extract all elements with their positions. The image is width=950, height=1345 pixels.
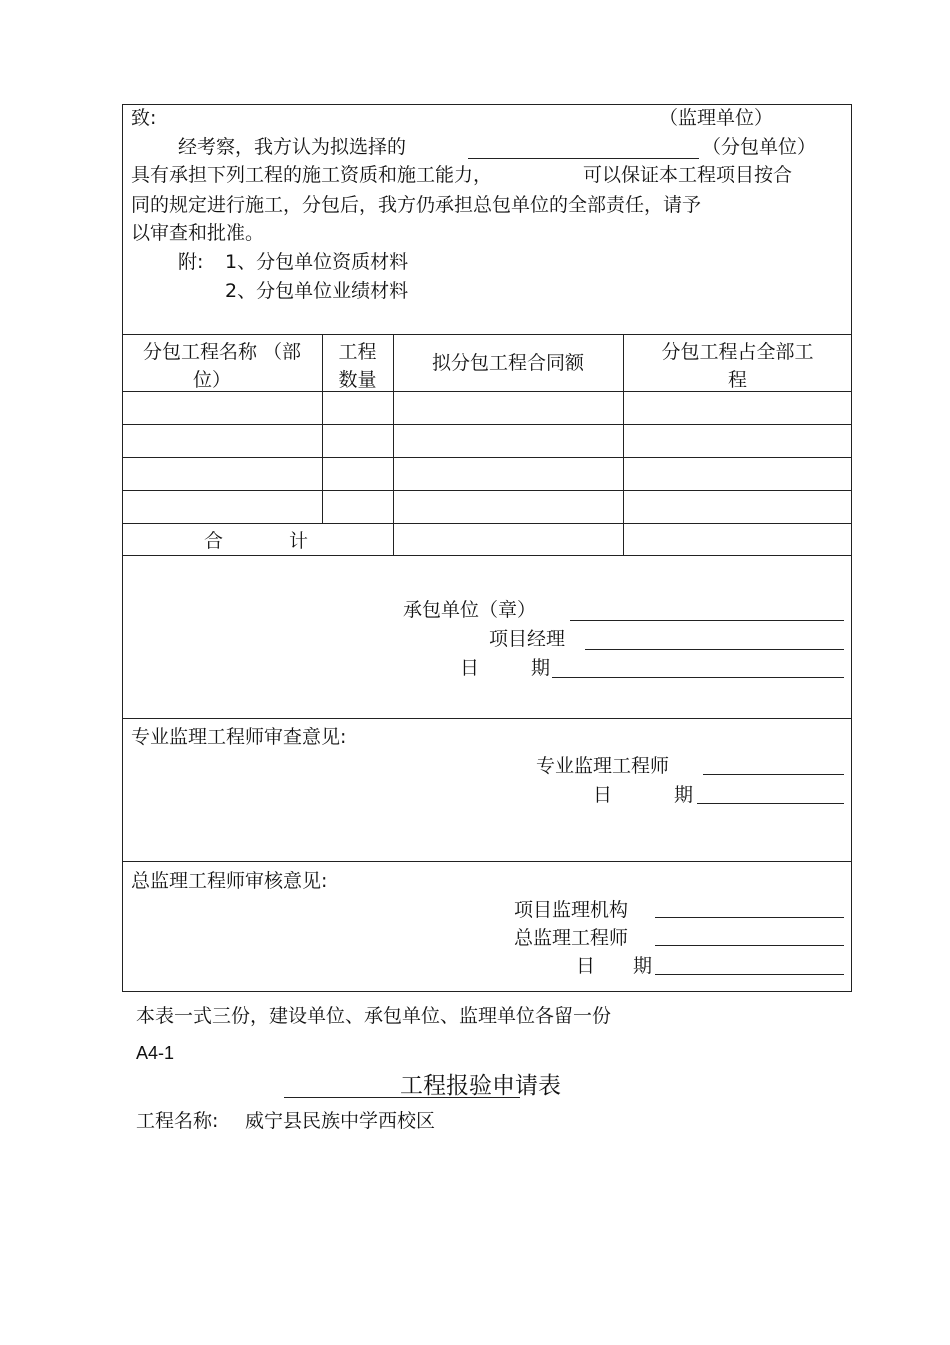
contractor-date-blank[interactable] xyxy=(552,677,844,678)
project-manager-label: 项目经理 xyxy=(489,628,566,650)
header-share-of-total xyxy=(623,338,852,394)
divider-specialist xyxy=(122,861,852,862)
divider-total xyxy=(122,555,852,556)
chief-date-ri: 日 xyxy=(576,955,596,977)
header-contract-amount: 拟分包工程合同额 xyxy=(431,352,584,374)
divider-row3 xyxy=(122,490,852,491)
project-manager-blank[interactable] xyxy=(585,649,844,650)
chief-engineer-blank[interactable] xyxy=(655,945,844,946)
header-subcontract-name-line2: 位） xyxy=(192,369,231,391)
body-line2b: 可以保证本工程项目按合 xyxy=(583,164,793,186)
contractor-unit-blank[interactable] xyxy=(570,620,844,621)
specialist-review-title: 专业监理工程师审查意见: xyxy=(131,726,347,748)
supervision-unit-label: （监理单位） xyxy=(659,107,774,129)
project-name-label: 工程名称: xyxy=(136,1110,219,1132)
divider-row4 xyxy=(122,523,852,524)
footer-note: 本表一式三份，建设单位、承包单位、监理单位各留一份 xyxy=(136,1005,612,1027)
chief-review-title: 总监理工程师审核意见: xyxy=(131,870,328,892)
contractor-unit-label: 承包单位（章） xyxy=(403,599,537,621)
header-quantity-line1: 工程 xyxy=(338,341,377,363)
chief-engineer-label: 总监理工程师 xyxy=(514,927,629,949)
body-line2a: 具有承担下列工程的施工资质和施工能力， xyxy=(131,164,493,186)
body-line1-prefix: 经考察，我方认为拟选择的 xyxy=(178,136,407,158)
header-quantity-line2: 数量 xyxy=(338,369,377,391)
header-share-line2: 程 xyxy=(727,369,747,391)
header-subcontract-name xyxy=(122,338,322,394)
attachment-item-1: 1、分包单位资质材料 xyxy=(225,251,409,273)
supervision-org-blank[interactable] xyxy=(655,917,844,918)
subcontract-unit-blank[interactable] xyxy=(468,158,699,159)
body-line4: 以审查和批准。 xyxy=(131,222,265,244)
project-name-value: 威宁县民族中学西校区 xyxy=(245,1110,436,1132)
specialist-date-ri: 日 xyxy=(593,784,613,806)
subcontract-unit-label: （分包单位） xyxy=(702,136,817,158)
body-line3: 同的规定进行施工，分包后，我方仍承担总包单位的全部责任，请予 xyxy=(131,194,702,216)
contractor-date-qi: 期 xyxy=(531,657,551,679)
divider-contractor xyxy=(122,718,852,719)
header-share-line1: 分包工程占全部工 xyxy=(661,341,814,363)
next-form-title: 工程报验申请表 xyxy=(400,1073,561,1099)
header-subcontract-name-line1: 分包工程名称 （部 xyxy=(142,341,302,363)
contractor-date-ri: 日 xyxy=(460,657,480,679)
divider-row1 xyxy=(122,424,852,425)
chief-date-blank[interactable] xyxy=(655,974,844,975)
header-quantity xyxy=(322,338,393,394)
form-code: A4-1 xyxy=(136,1043,175,1063)
total-label-ji: 计 xyxy=(289,530,309,552)
specialist-engineer-label: 专业监理工程师 xyxy=(536,755,670,777)
attachment-item-2: 2、分包单位业绩材料 xyxy=(225,280,409,302)
specialist-date-qi: 期 xyxy=(674,784,694,806)
chief-date-qi: 期 xyxy=(633,955,653,977)
supervision-org-label: 项目监理机构 xyxy=(514,899,629,921)
attachments-label: 附: xyxy=(178,251,204,273)
divider-row2 xyxy=(122,457,852,458)
to-label: 致: xyxy=(131,107,157,129)
total-label-he: 合 xyxy=(204,530,224,552)
specialist-date-blank[interactable] xyxy=(697,803,844,804)
divider-intro-table xyxy=(122,334,852,335)
specialist-engineer-blank[interactable] xyxy=(703,774,844,775)
